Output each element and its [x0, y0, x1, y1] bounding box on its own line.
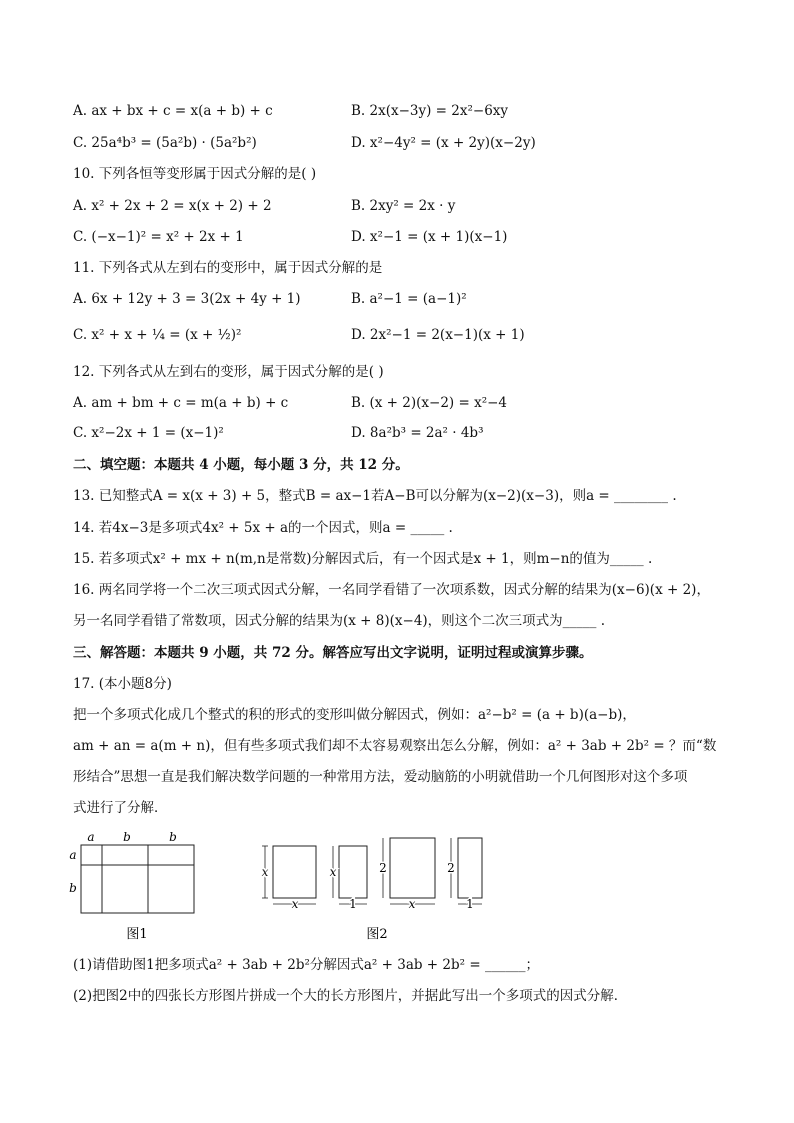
fig1-label-b-top-2: b: [169, 830, 177, 844]
fig2-label-1-a: 1: [349, 897, 357, 911]
q10-option-a: A. x² + 2x + 2 = x(x + 2) + 2: [73, 198, 272, 214]
fig1-label-b-side: b: [69, 881, 77, 895]
fig2-label-x-2: x: [291, 897, 299, 911]
q17-paragraph-line-4: 式进行了分解．: [73, 800, 168, 816]
q17-sub-1: (1)请借助图1把多项式a² + 3ab + 2b²分解因式a² + 3ab + 2b² = ______；: [73, 957, 539, 973]
q17-paragraph-line-1: 把一个多项式化成几个整式的积的形式的变形叫做分解因式，例如：a²−b² = (a + b)(a−b)，: [73, 707, 636, 723]
q17-paragraph-line-2: am + an = a(m + n)，但有些多项式我们却不太容易观察出怎么分解，例如：a² + 3ab + 2b² = ？而“数: [73, 738, 717, 754]
fig2-label-x-3: x: [329, 865, 337, 879]
q9-option-c: C. 25a⁴b³ = (5a²b) · (5a²b²): [73, 135, 257, 151]
fig2-label-x-1: x: [261, 865, 269, 879]
figure-1: [65, 826, 205, 946]
fig2-label-2-a: 2: [379, 861, 387, 875]
fig1-label-a-side: a: [69, 848, 77, 862]
fig2-label-2-b: 2: [447, 861, 455, 875]
q9-option-d: D. x²−4y² = (x + 2y)(x−2y): [351, 135, 536, 151]
q12-option-d: D. 8a²b³ = 2a² · 4b³: [351, 425, 484, 441]
q10-option-b: B. 2xy² = 2x · y: [351, 198, 456, 214]
q11-option-c: C. x² + x + ¼ = (x + ½)²: [73, 327, 242, 343]
q11-option-d: D. 2x²−1 = 2(x−1)(x + 1): [351, 327, 525, 343]
q9-option-b: B. 2x(x−3y) = 2x²−6xy: [351, 103, 509, 119]
fig1-caption: 图1: [126, 927, 148, 942]
q12-stem: 12. 下列各式从左到右的变形，属于因式分解的是( ): [73, 364, 384, 380]
section-answer-heading: 三、解答题：本题共 9 小题，共 72 分。解答应写出文字说明，证明过程或演算步骤。: [73, 645, 593, 661]
q10-option-c: C. (−x−1)² = x² + 2x + 1: [73, 229, 244, 245]
q17-heading: 17. (本小题8分): [73, 676, 172, 692]
q15: 15. 若多项式x² + mx + n(m,n是常数)分解因式后，有一个因式是x + 1，则m−n的值为_____ .: [73, 551, 653, 567]
q11-option-b: B. a²−1 = (a−1)²: [351, 291, 467, 307]
q16-line-2: 另一名同学看错了常数项，因式分解的结果为(x + 8)(x−4)，则这个二次三项式为_____ .: [73, 613, 606, 629]
q16-line-1: 16. 两名同学将一个二次三项式因式分解，一名同学看错了一次项系数，因式分解的结果为(x−6)(x + 2)，: [73, 582, 710, 598]
q17-sub-2: (2)把图2中的四张长方形图片拼成一个大的长方形图片，并据此写出一个多项式的因式分解．: [73, 988, 628, 1004]
fig1-label-a-top: a: [87, 830, 95, 844]
q13: 13. 已知整式A = x(x + 3) + 5，整式B = ax−1若A−B可以分解为(x−2)(x−3)，则a = ________ .: [73, 488, 677, 504]
fig2-label-1-b: 1: [466, 897, 474, 911]
q12-option-c: C. x²−2x + 1 = (x−1)²: [73, 425, 224, 441]
q12-option-a: A. am + bm + c = m(a + b) + c: [73, 395, 289, 411]
section-fill-in-heading: 二、填空题：本题共 4 小题，每小题 3 分，共 12 分。: [73, 457, 409, 473]
fig1-label-b-top-1: b: [123, 830, 131, 844]
figure-2: [255, 826, 495, 946]
q10-stem: 10. 下列各恒等变形属于因式分解的是( ): [73, 166, 317, 182]
q11-option-a: A. 6x + 12y + 3 = 3(2x + 4y + 1): [73, 291, 301, 307]
fig2-label-x-4: x: [408, 897, 416, 911]
q11-stem: 11. 下列各式从左到右的变形中，属于因式分解的是: [73, 260, 383, 276]
fig2-caption: 图2: [366, 927, 388, 942]
q12-option-b: B. (x + 2)(x−2) = x²−4: [351, 395, 508, 411]
q9-option-a: A. ax + bx + c = x(a + b) + c: [73, 103, 273, 119]
q10-option-d: D. x²−1 = (x + 1)(x−1): [351, 229, 508, 245]
q17-paragraph-line-3: 形结合”思想一直是我们解决数学问题的一种常用方法，爱动脑筋的小明就借助一个几何图形对这个多项: [73, 769, 688, 785]
q14: 14. 若4x−3是多项式4x² + 5x + a的一个因式，则a = _____ .: [73, 520, 453, 536]
